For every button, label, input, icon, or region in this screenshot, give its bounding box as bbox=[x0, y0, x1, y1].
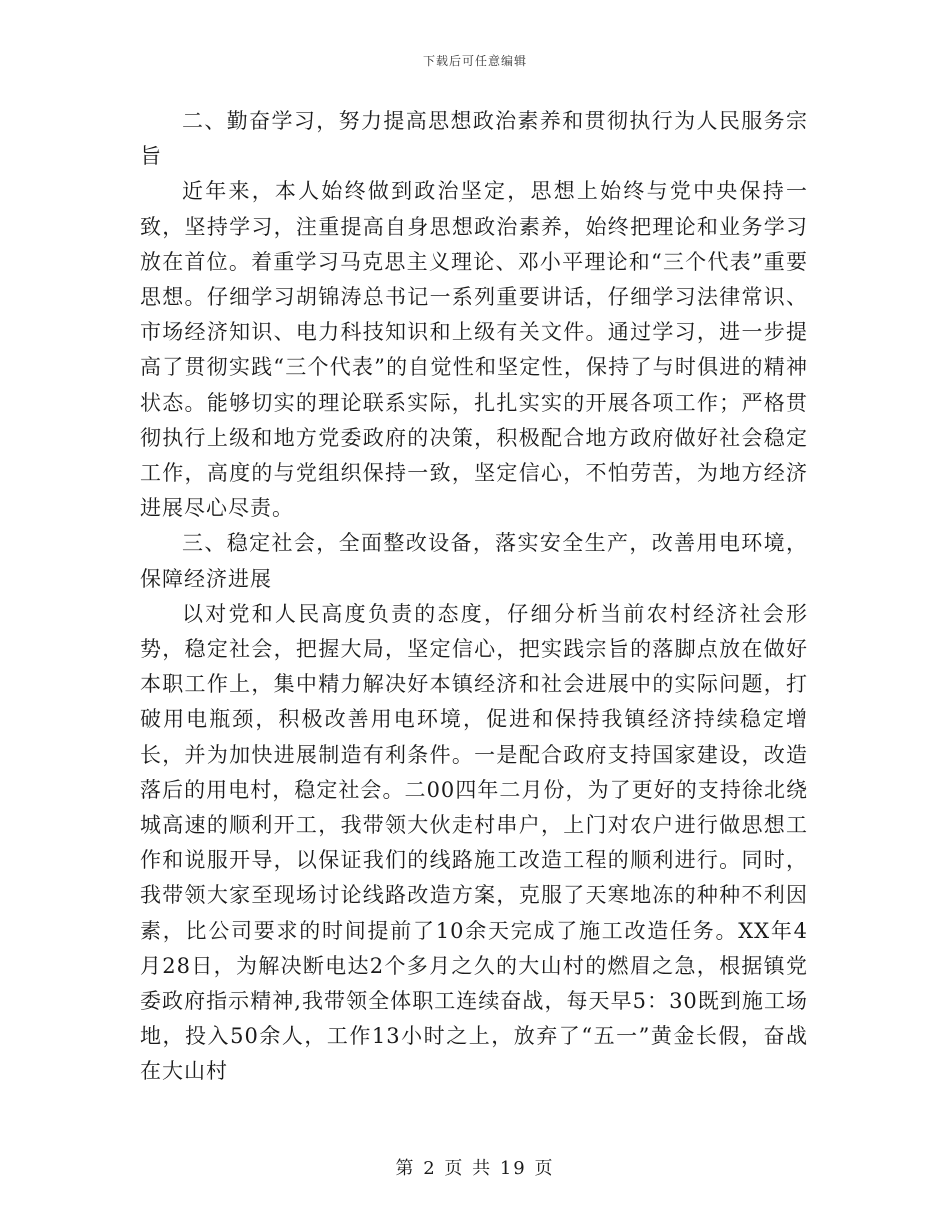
section-heading-3: 三、稳定社会，全面整改设备，落实安全生产，改善用电环境，保障经济进展 bbox=[140, 531, 808, 591]
page-number: 第 2 页 共 19 页 bbox=[395, 1158, 555, 1179]
paragraph: 以对党和人民高度负责的态度，仔细分析当前农村经济社会形势，稳定社会，把握大局，坚定信心，把实践宗旨的落脚点放在做好本职工作上，集中精力解决好本镇经济和社会进展中的实际问题，打破用电瓶颈，积极改善用电环境，促进和保持我镇经济持续稳定增长，并为加快进展制造有利条件。一是配合政府支持国家建设，改造落后的用电村，稳定社会。二00四年二月份，为了更好的支持徐北绕城高速的顺利开工，我带领大伙走村串户，上门对农户进行做思想工作和说服开导，以保证我们的线路施工改造工程的顺利进行。同时，我带领大家至现场讨论线路改造方案，克服了天寒地冻的种种不利因素，比公司要求的时间提前了10余天完成了施工改造任务。XX年4月28日，为解决断电达2个多月之久的大山村的燃眉之急，根据镇党委政府指示精神,我带领全体职工连续奋战，每天早5：30既到施工场地，投入50余人，工作13小时之上，放弃了“五一”黄金长假，奋战在大山村 bbox=[140, 601, 808, 1084]
paragraph: 近年来，本人始终做到政治坚定，思想上始终与党中央保持一致，坚持学习，注重提高自身思想政治素养，始终把理论和业务学习放在首位。着重学习马克思主义理论、邓小平理论和“三个代表”重要思想。仔细学习胡锦涛总书记一系列重要讲话，仔细学习法律常识、市场经济知识、电力科技知识和上级有关文件。通过学习，进一步提高了贯彻实践“三个代表”的自觉性和坚定性，保持了与时俱进的精神状态。能够切实的理论联系实际，扎扎实实的开展各项工作；严格贯彻执行上级和地方党委政府的决策，积极配合地方政府做好社会稳定工作，高度的与党组织保持一致，坚定信心，不怕劳苦，为地方经济进展尽心尽责。 bbox=[140, 179, 808, 521]
page-header: 下载后可任意编辑 bbox=[422, 54, 527, 68]
section-heading-2: 二、勤奋学习，努力提高思想政治素养和贯彻执行为人民服务宗旨 bbox=[140, 109, 808, 169]
document-body bbox=[140, 104, 808, 1090]
